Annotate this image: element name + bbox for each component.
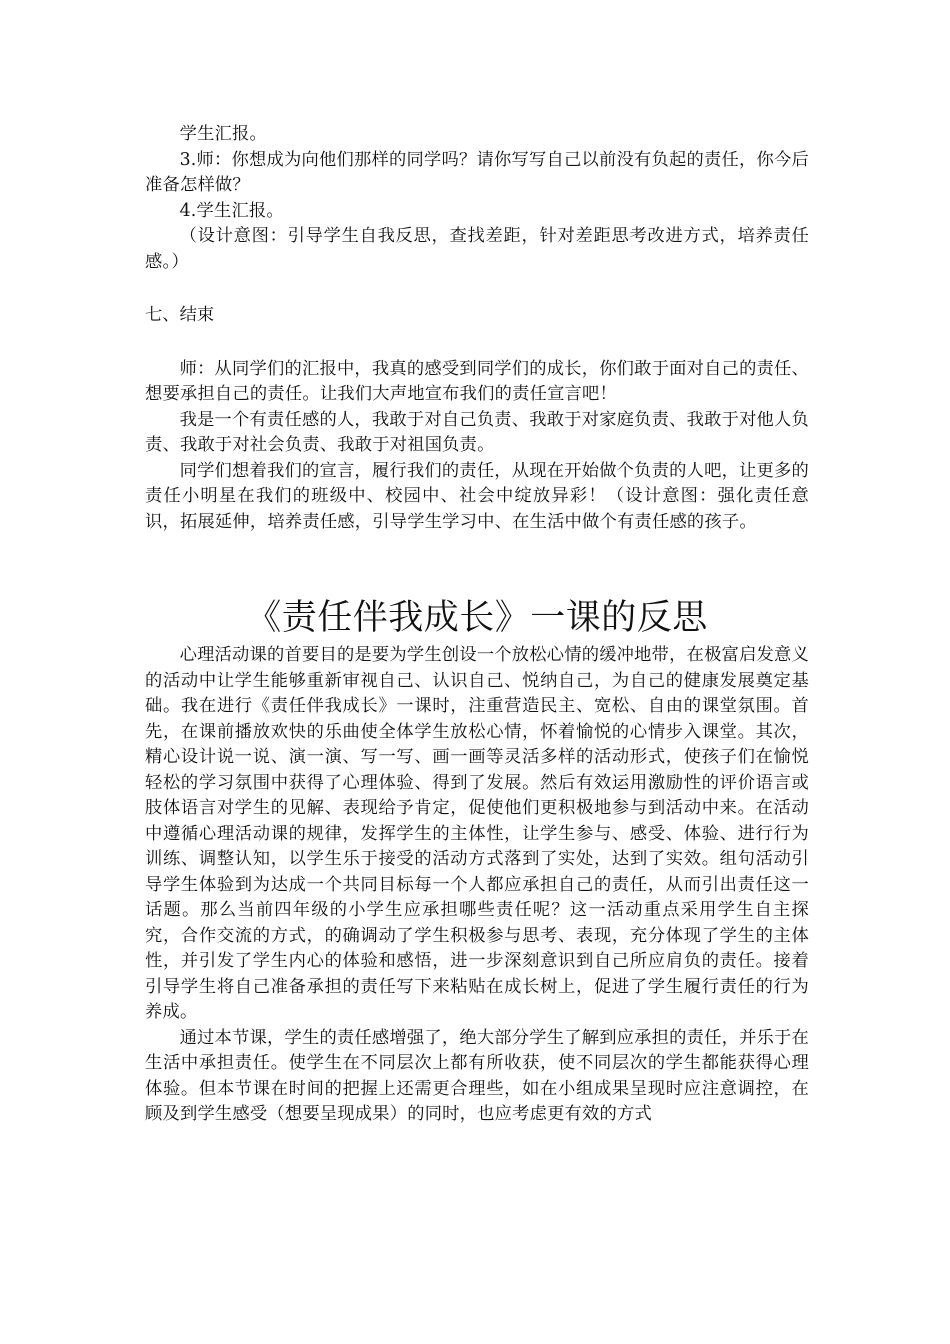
paragraph-teacher-question-3: 3.师：你想成为向他们那样的同学吗？请你写写自己以前没有负起的责任，你今后准备怎样做？ [145, 149, 809, 195]
paragraph-student-report-4: 4.学生汇报。 [179, 200, 284, 221]
paragraph-closing-intent: 同学们想着我们的宣言，履行我们的责任，从现在开始做个负责的人吧，让更多的责任小明星在我们的班级中、校园中、社会中绽放异彩！（设计意图：强化责任意识，拓展延伸，培养责任感，引导学生学习中、在生活中做个有责任感的孩子。 [145, 460, 809, 532]
paragraph-responsibility-declaration: 我是一个有责任感的人，我敢于对自己负责、我敢于对家庭负责、我敢于对他人负责、我敢于对社会负责、我敢于对祖国负责。 [145, 409, 809, 455]
section-title-ending: 七、结束 [145, 305, 215, 325]
paragraph-student-report-1: 学生汇报。 [179, 124, 268, 144]
spacer [145, 535, 809, 593]
paragraph-design-intent: （设计意图：引导学生自我反思，查找差距，针对差距思考改进方式，培养责任感。） [145, 226, 809, 272]
spacer [145, 329, 809, 357]
paragraph-teacher-closing: 师：从同学们的汇报中，我真的感受到同学们的成长，你们敢于面对自己的责任、想要承担自己的责任。让我们大声地宣布我们的责任宣言吧！ [145, 358, 809, 404]
reflection-paragraph-1: 心理活动课的首要目的是要为学生创设一个放松心情的缓冲地带，在极富启发意义的活动中让学生能够重新审视自己、认识自己、悦纳自己，为自己的健康发展奠定基础。我在进行《责任伴我成长》一课时，注重营造民主、宽松、自由的课堂氛围。首先，在课前播放欢快的乐曲使全体学生放松心情，怀着愉悦的心情步入课堂。其次，精心设计说一说、演一演、写一写、画一画等灵活多样的活动形式，使孩子们在愉悦轻松的学习氛围中获得了心理体验、得到了发展。然后有效运用激励性的评价语言或肢体语言对学生的见解、表现给予肯定，促使他们更积极地参与到活动中来。在活动中遵循心理活动课的规律，发挥学生的主体性，让学生参与、感受、体验、进行行为训练、调整认知，以学生乐于接受的活动方式落到了实处，达到了实效。组句活动引导学生体验到为达成一个共同目标每一个人都应承担自己的责任，从而引出责任这一话题。那么当前四年级的小学生应承担哪些责任呢？这一活动重点采用学生自主探究，合作交流的方式，的确调动了学生积极参与思考、表现，充分体现了学生的主体性，并引发了学生内心的体验和感悟，进一步深刻意识到自己所应肩负的责任。接着引导学生将自己准备承担的责任写下来粘贴在成长树上，促进了学生履行责任的行为养成。 [145, 645, 809, 1022]
reflection-paragraph-2: 通过本节课，学生的责任感增强了，绝大部分学生了解到应承担的责任，并乐于在生活中承担责任。使学生在不同层次上都有所收获，使不同层次的学生都能获得心理体验。但本节课在时间的把握上还需更合理些，如在小组成果呈现时应注意调控，在顾及到学生感受（想要呈现成果）的同时，也应考虑更有效的方式 [145, 1027, 809, 1124]
document-page [145, 122, 809, 1128]
reflection-title: 《责任伴我成长》一课的反思 [246, 598, 708, 638]
spacer [145, 275, 809, 303]
